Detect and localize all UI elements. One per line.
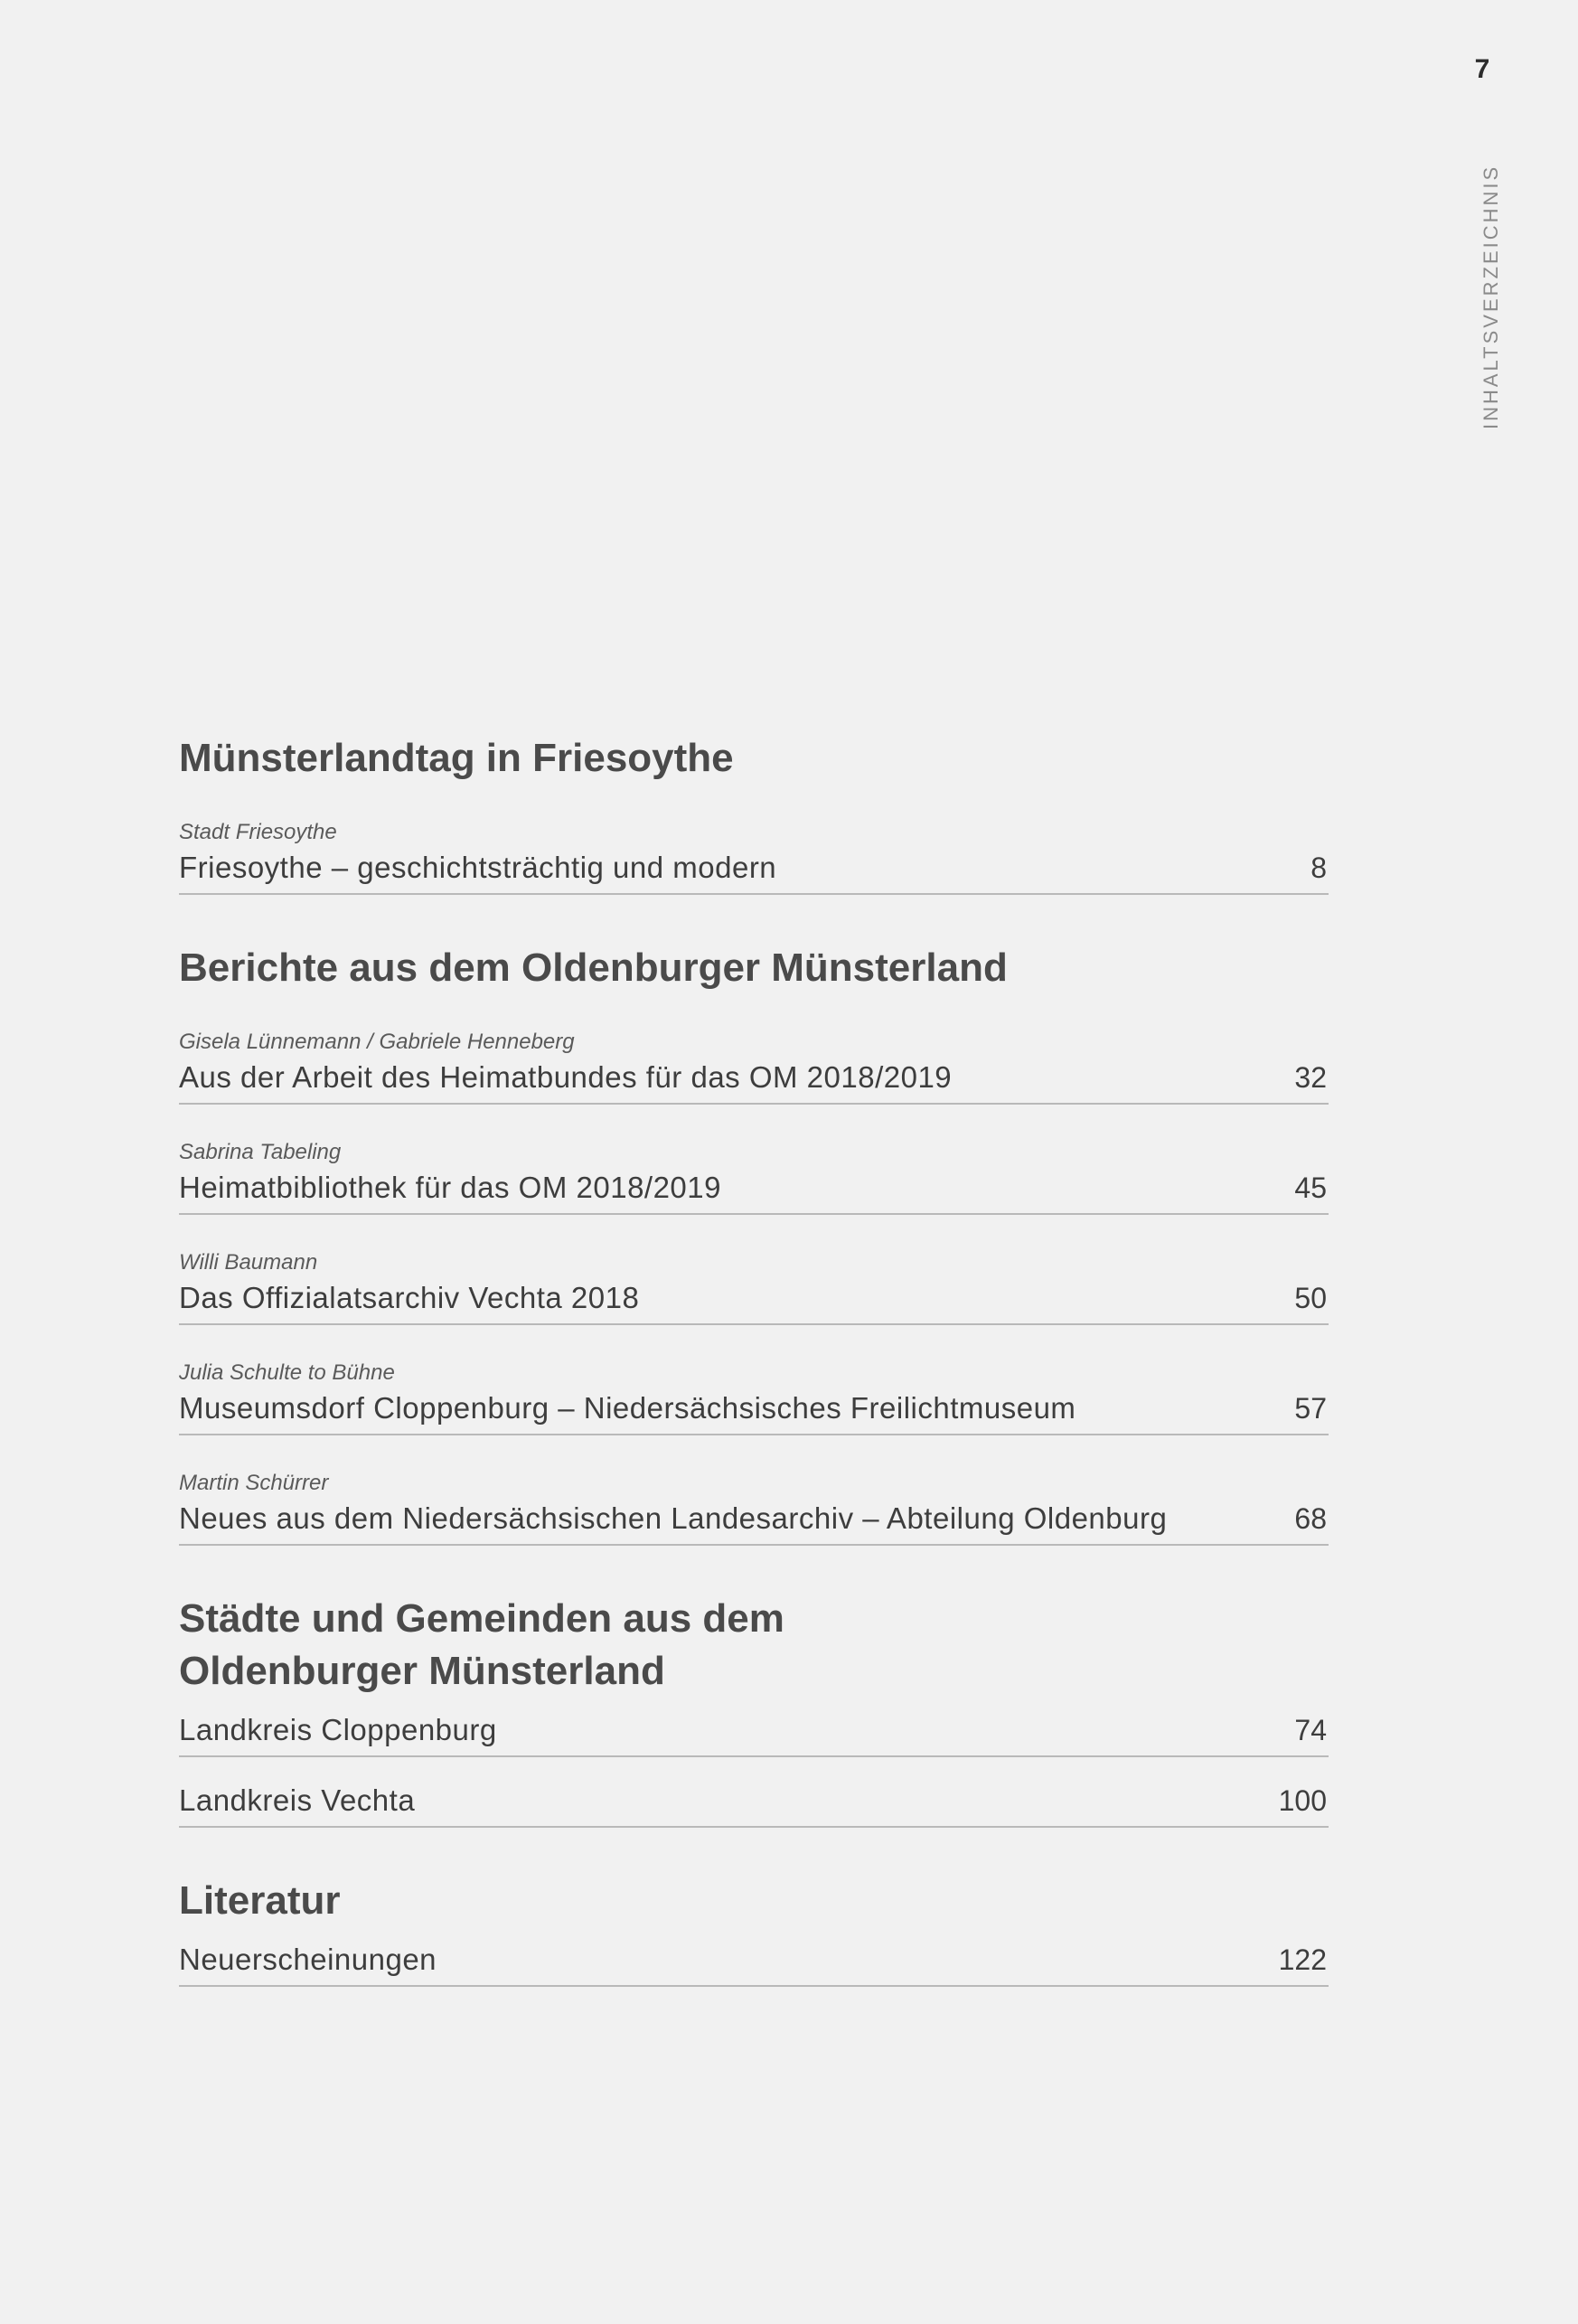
entry-page: 32 [1294,1061,1327,1094]
entry-title: Museumsdorf Cloppenburg – Niedersächsisches Freilichtmuseum [179,1391,1076,1425]
entry-page: 45 [1294,1171,1327,1204]
entry-title: Landkreis Vechta [179,1783,416,1817]
toc-entry[interactable] [179,817,1329,895]
entry-line [179,1710,1329,1750]
entry-line [179,1781,1329,1821]
entry-line [179,848,1329,888]
toc-entry[interactable] [179,1468,1329,1546]
entry-author: Sabrina Tabeling [179,1140,342,1164]
entry-title: Friesoythe – geschichtsträchtig und modern [179,851,777,884]
section-title: Münsterlandtag in Friesoythe [179,736,734,780]
entry-line [179,1388,1329,1428]
toc-entry[interactable] [179,1940,1329,1987]
toc-entry[interactable] [179,1781,1329,1828]
entry-page: 8 [1310,852,1327,884]
toc-section [179,1875,1329,1987]
entry-title: Heimatbibliothek für das OM 2018/2019 [179,1171,721,1204]
entry-author: Martin Schürrer [179,1471,329,1495]
entry-author: Julia Schulte to Bühne [179,1360,395,1385]
entry-author: Stadt Friesoythe [179,820,337,844]
entry-page: 122 [1278,1943,1327,1976]
side-label: INHALTSVERZEICHNIS [1479,164,1502,429]
entry-line [179,1940,1329,1980]
page-number: 7 [1474,54,1490,84]
toc-entry[interactable] [179,1137,1329,1215]
entry-page: 50 [1294,1282,1327,1314]
entry-page: 68 [1294,1502,1327,1535]
section-title: Literatur [179,1878,341,1923]
toc-section [179,942,1329,1546]
toc-section [179,1593,1329,1828]
entry-page: 100 [1278,1784,1327,1817]
entry-title: Neuerscheinungen [179,1943,437,1976]
toc-entry[interactable] [179,1710,1329,1757]
entry-page: 57 [1294,1392,1327,1425]
entry-title: Landkreis Cloppenburg [179,1713,497,1746]
entry-page: 74 [1294,1714,1327,1746]
entry-author: Gisela Lünnemann / Gabriele Henneberg [179,1030,575,1054]
entry-line [179,1168,1329,1208]
entry-title: Neues aus dem Niedersächsischen Landesarchiv – Abteilung Oldenburg [179,1501,1168,1535]
section-title [179,1593,1329,1698]
entry-author: Willi Baumann [179,1250,318,1275]
toc-entry[interactable] [179,1358,1329,1435]
entry-line [179,1499,1329,1538]
entry-title: Aus der Arbeit des Heimatbundes für das OM 2018/2019 [179,1060,953,1094]
entry-line [179,1278,1329,1318]
section-title: Berichte aus dem Oldenburger Münsterland [179,946,1008,990]
table-of-contents [179,732,1329,2034]
entry-line [179,1058,1329,1097]
section-title-line: Städte und Gemeinden aus dem [179,1596,784,1641]
toc-entry[interactable] [179,1247,1329,1325]
toc-section [179,732,1329,895]
section-title-line: Oldenburger Münsterland [179,1649,665,1693]
toc-entry[interactable] [179,1027,1329,1105]
entry-title: Das Offizialatsarchiv Vechta 2018 [179,1281,640,1314]
